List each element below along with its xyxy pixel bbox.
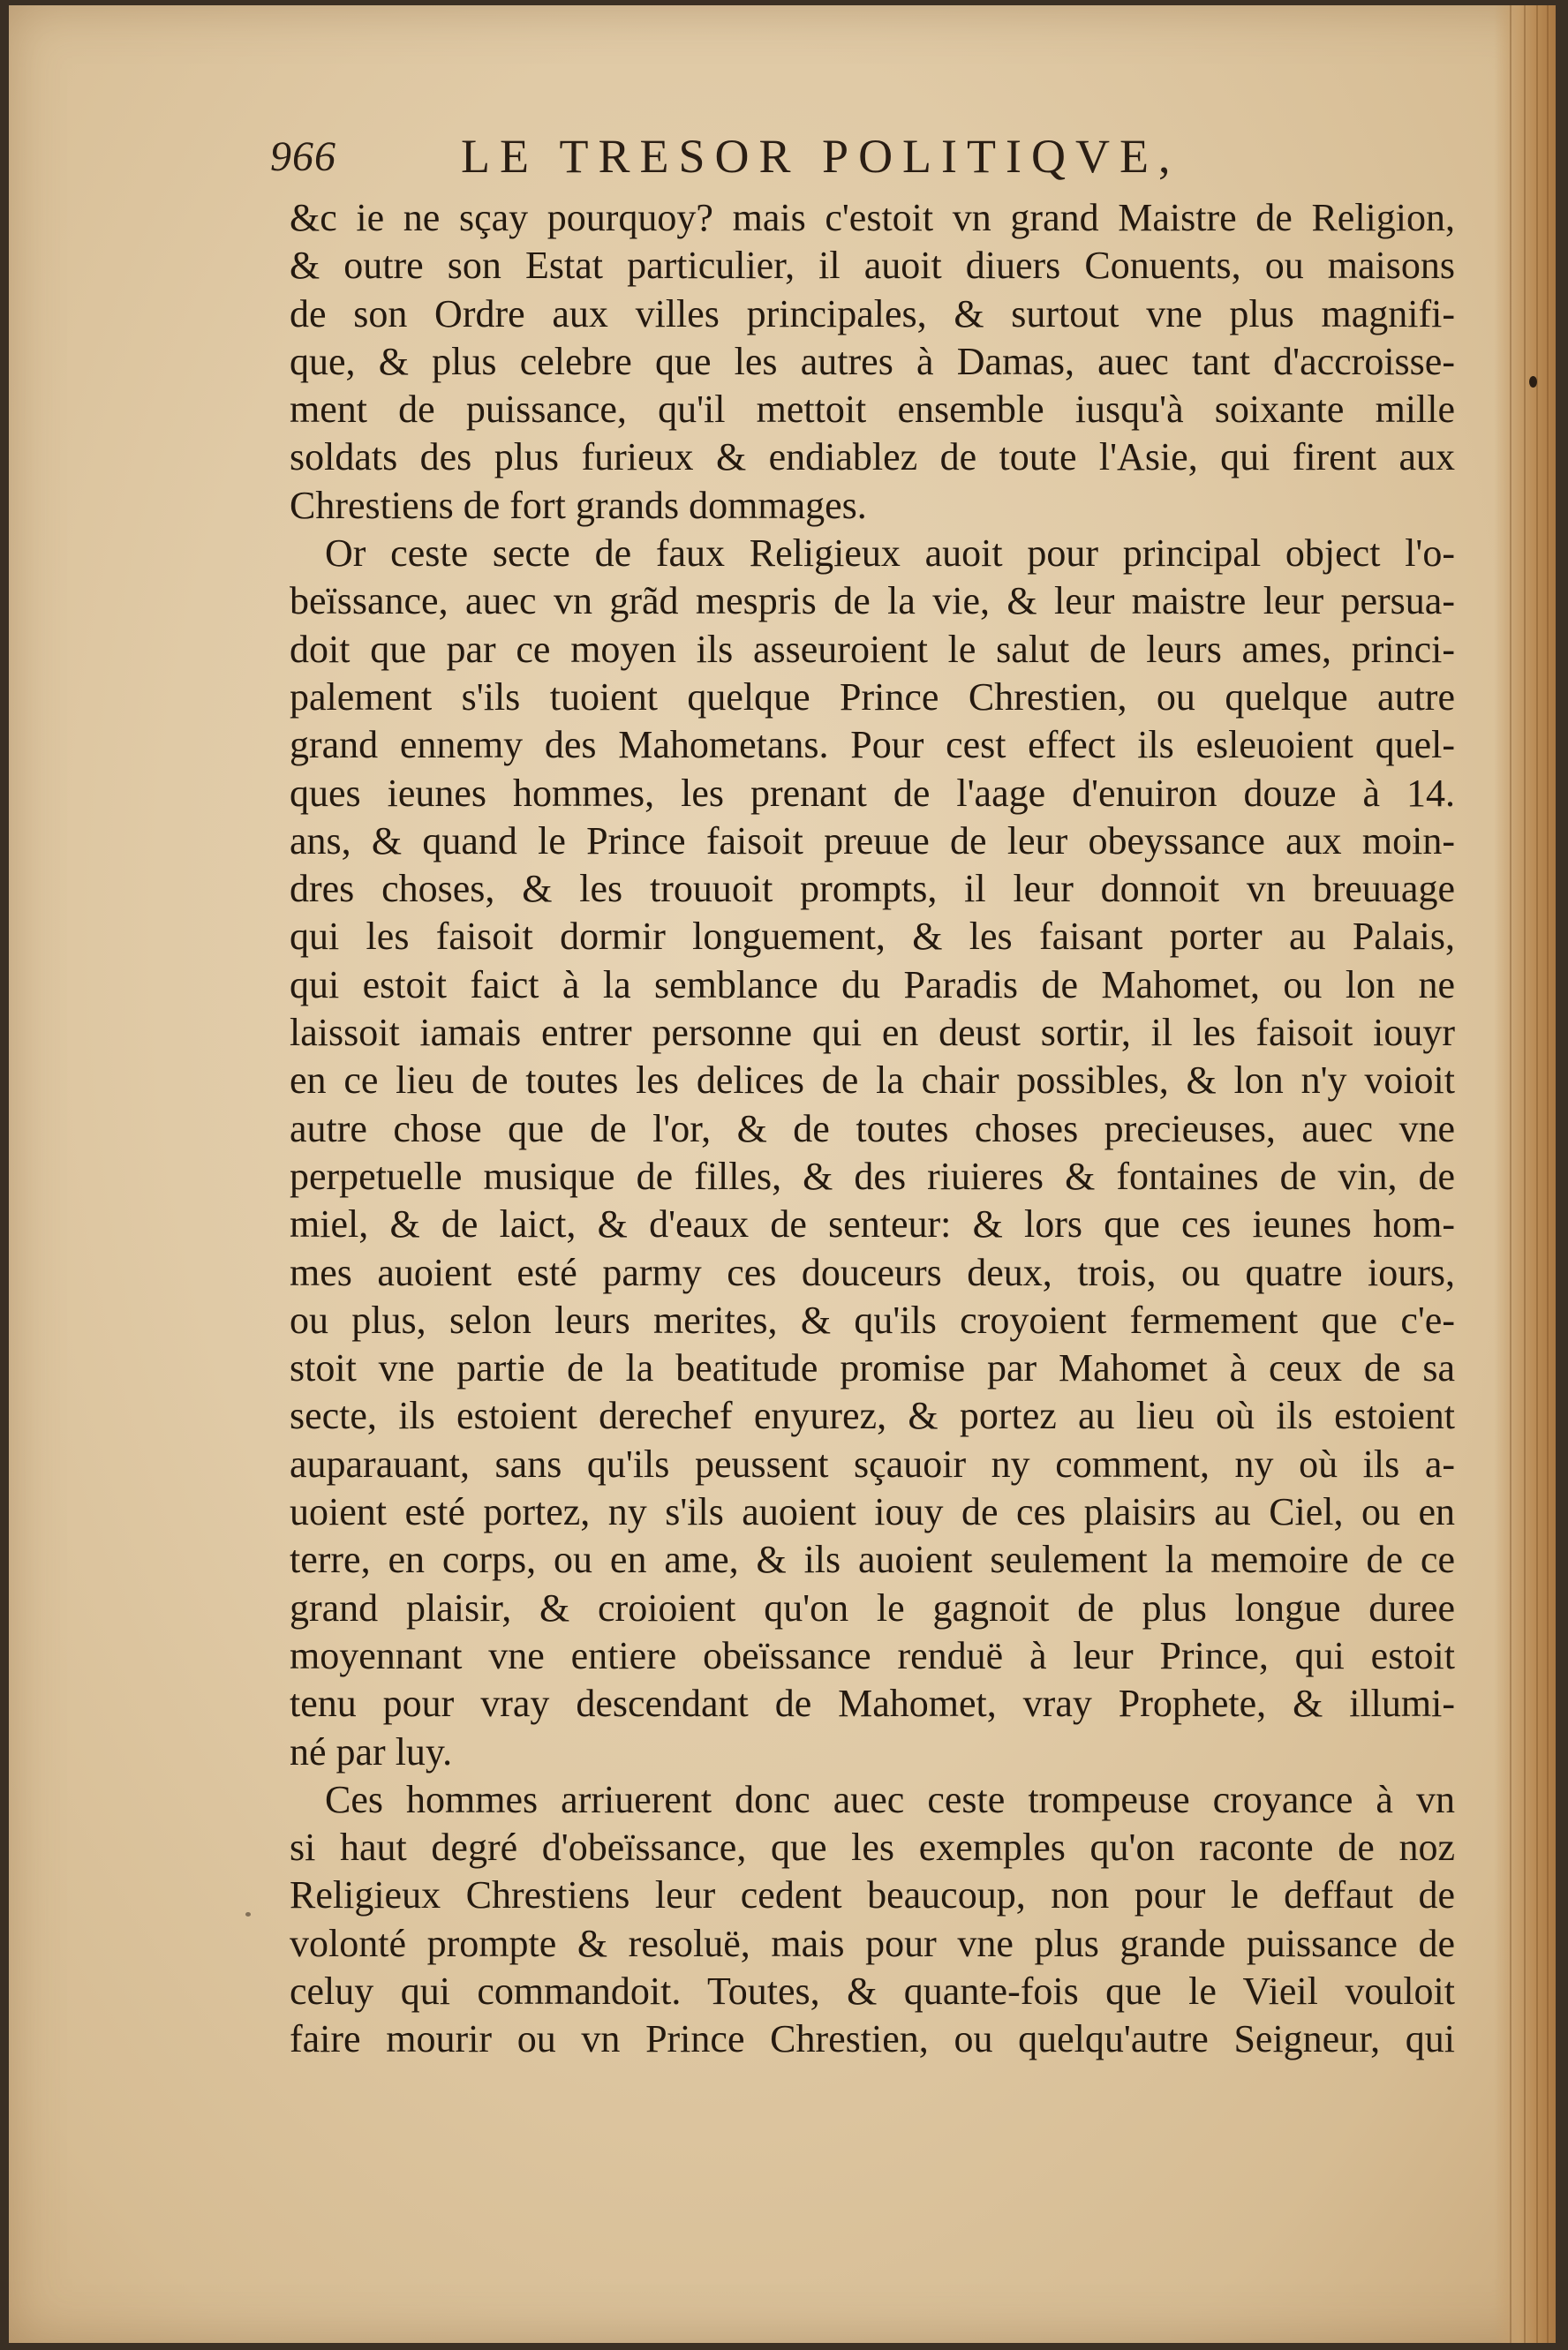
- page-edge-line: [1510, 5, 1511, 2343]
- text-line: soldats des plus furieux & endiablez de toute l'Asie, qui firent aux: [290, 435, 1455, 479]
- text-line: miel, & de laict, & d'eaux de senteur: & lors que ces ieunes hom-: [290, 1202, 1455, 1247]
- text-line: & outre son Estat particulier, il auoit diuers Conuents, ou maisons: [290, 244, 1455, 288]
- text-line: en ce lieu de toutes les delices de la chair possibles, & lon n'y voioit: [290, 1058, 1455, 1103]
- text-line: Religieux Chrestiens leur cedent beaucoup, non pour le deffaut de: [290, 1873, 1455, 1917]
- text-line: grand plaisir, & croioient qu'on le gagnoit de plus longue duree: [290, 1585, 1455, 1630]
- ink-speck: [245, 1912, 251, 1917]
- paragraph-3: [290, 1776, 1455, 2064]
- text-line: né par luy.: [290, 1729, 453, 1774]
- text-line: moyennant vne entiere obeïssance renduë à leur Prince, qui estoit: [290, 1633, 1455, 1677]
- text-line: que, & plus celebre que les autres à Damas, auec tant d'accroisse-: [290, 339, 1455, 383]
- page-edge-line: [1536, 5, 1538, 2343]
- running-head: [270, 129, 1285, 191]
- text-line: ans, & quand le Prince faisoit preuue de leur obeyssance aux moin-: [290, 818, 1455, 862]
- page-edge-line: [1547, 5, 1549, 2343]
- book-page: [9, 5, 1556, 2343]
- text-line: stoit vne partie de la beatitude promise par Mahomet à ceux de sa: [290, 1346, 1455, 1390]
- text-line: palement s'ils tuoient quelque Prince Chrestien, ou quelque autre: [290, 674, 1455, 719]
- page-edge-line: [1524, 5, 1526, 2343]
- text-line: tenu pour vray descendant de Mahomet, vray Prophete, & illumi-: [290, 1682, 1455, 1726]
- text-line: ment de puissance, qu'il mettoit ensemble iusqu'à soixante mille: [290, 388, 1455, 432]
- text-line: autre chose que de l'or, & de toutes choses precieuses, auec vne: [290, 1106, 1455, 1150]
- text-line: uoient esté portez, ny s'ils auoient iouy de ces plaisirs au Ciel, ou en: [290, 1490, 1455, 1534]
- text-line: ou plus, selon leurs merites, & qu'ils croyoient fermement que c'e-: [290, 1298, 1455, 1342]
- text-line: qui les faisoit dormir longuement, & les faisant porter au Palais,: [290, 915, 1455, 959]
- paragraph-2: [290, 530, 1455, 1776]
- text-line: grand ennemy des Mahometans. Pour cest effect ils esleuoient quel-: [290, 723, 1455, 767]
- text-line: laissoit iamais entrer personne qui en deust sortir, il les faisoit iouyr: [290, 1011, 1455, 1055]
- text-line: auparauant, sans qu'ils peussent sçauoir ny comment, ny où ils a-: [290, 1442, 1455, 1486]
- page-number: 966: [270, 133, 336, 180]
- text-line: ques ieunes hommes, les prenant de l'aage d'enuiron douze à 14.: [290, 771, 1455, 815]
- text-line: faire mourir ou vn Prince Chrestien, ou quelqu'autre Seigneur, qui: [290, 2017, 1455, 2061]
- page-edge-shadow: [1494, 5, 1556, 2343]
- text-line: de son Ordre aux villes principales, & surtout vne plus magnifi-: [290, 291, 1455, 335]
- text-line: &c ie ne sçay pourquoy? mais c'estoit vn grand Maistre de Religion,: [290, 196, 1455, 239]
- text-line: celuy qui commandoit. Toutes, & quante-fois que le Vieil vouloit: [290, 1969, 1455, 2013]
- paragraph-1: [290, 194, 1455, 530]
- text-line: doit que par ce moyen ils asseuroient le salut de leurs ames, princi-: [290, 627, 1455, 671]
- text-line: si haut degré d'obeïssance, que les exemples qu'on raconte de noz: [290, 1826, 1455, 1870]
- running-title: LE TRESOR POLITIQVE,: [461, 130, 1180, 183]
- text-line: beïssance, auec vn grãd mespris de la vie, & leur maistre leur persua-: [290, 579, 1455, 623]
- text-line: Chrestiens de fort grands dommages.: [290, 483, 867, 527]
- text-line: volonté prompte & resoluë, mais pour vne plus grande puissance de: [290, 1921, 1455, 1965]
- body-text: [290, 194, 1455, 2064]
- text-line: Or ceste secte de faux Religieux auoit pour principal object l'o-: [325, 531, 1455, 576]
- text-line: mes auoient esté parmy ces douceurs deux, trois, ou quatre iours,: [290, 1250, 1455, 1294]
- ink-speck: [1529, 376, 1537, 388]
- text-line: dres choses, & les trouuoit prompts, il leur donnoit vn breuuage: [290, 867, 1455, 911]
- text-line: perpetuelle musique de filles, & des riuieres & fontaines de vin, de: [290, 1154, 1455, 1198]
- text-line: qui estoit faict à la semblance du Paradis de Mahomet, ou lon ne: [290, 962, 1455, 1006]
- text-line: secte, ils estoient derechef enyurez, & portez au lieu où ils estoient: [290, 1394, 1455, 1438]
- text-line: terre, en corps, ou en ame, & ils auoient seulement la memoire de ce: [290, 1538, 1455, 1582]
- text-line: Ces hommes arriuerent donc auec ceste trompeuse croyance à vn: [325, 1777, 1455, 1821]
